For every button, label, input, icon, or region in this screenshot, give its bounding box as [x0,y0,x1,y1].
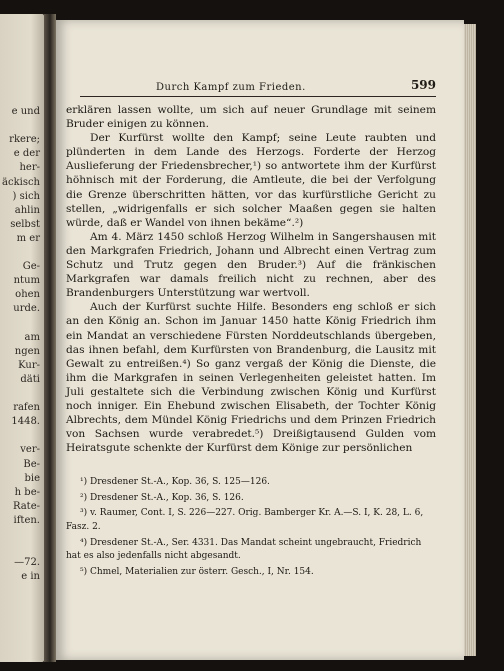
running-head-title: Durch Kampf zum Frieden. [156,82,306,93]
footnote: ¹) Dresdener St.-A., Kop. 36, S. 125—126. [80,477,270,487]
previous-page [0,14,44,662]
previous-page-fragment: ) sich [12,190,40,202]
paragraph: erklären lassen wollte, um sich auf neuer Grundlage mit seinem Bruder einigen zu können. [66,104,436,131]
previous-page-fragment: her- [19,162,40,174]
previous-page-fragment: ohen [15,289,40,301]
previous-page-fragment: rkere; [9,134,40,146]
previous-page-fragment: Kur- [18,359,40,371]
previous-page-fragment: bie [24,472,40,484]
paragraph: Auch der Kurfürst suchte Hilfe. Besonders eng schloß er sich an den König an. Schon im Januar 1450 hatte König Friedrich ihm ein Mandat an verschiedene Fürsten Norddeutschlands übergeben, das ihnen befahl, dem Kurfürsten von Brandenburg, die Lausitz mit Gewalt zu entreißen.⁴) So ganz vergaß der König die Dienste, die ihm die Markgrafen in seinen Verlegenheiten geleistet hatten. Im Juli gestaltete sich die Verbindung zwischen König und Kurfürst noch inniger. Ein Ehebund zwischen Elisabeth, der Tochter König Albrechts, dem Mündel König Friedrichs und dem Prinzen Friedrich von Sachsen wurde verabredet.⁵) Dreißigtausend Gulden vom Heiratsgute schenkte der Kurfürst dem Könige zur persönlichen [66,301,436,455]
previous-page-fragment: h be- [14,486,40,498]
previous-page-fragment: ver- [20,444,40,456]
page-edges [464,24,476,656]
previous-page-fragment: urde. [13,303,40,315]
footnote: ³) v. Raumer, Cont. I, S. 226—227. Orig. Bamberger Kr. A.—S. I, K. 28, L. 6, Fasz. 2. [66,508,424,532]
previous-page-fragment: —72. [14,557,40,569]
paragraph: Der Kurfürst wollte den Kampf; seine Leute raubten und plünderten in dem Lande des Herzogs. Forderte der Herzog Auslieferung der Friedensbrecher,¹) so antwortete ihm der Kurfürst höhnisch mit der Forderung, die Amtleute, die bei der Verfolgung die Grenze überschritten hätten, vor das kurfürstliche Gericht zu stellen, „widrigenfalls er sich solcher Maaßen gegen sie halten würde, daß er Wandel von ihnen bekäme“.²) [66,132,436,229]
page-number: 599 [410,78,436,92]
previous-page-fragment: Rate- [12,500,40,512]
previous-page-fragment: Be- [23,458,40,470]
previous-page-fragment: selbst [10,218,40,230]
footnote: ²) Dresdener St.-A., Kop. 36, S. 126. [80,492,244,503]
previous-page-fragment: e in [21,571,40,583]
previous-page-fragment: iften. [13,514,40,526]
previous-page-fragment: ahlin [14,204,40,216]
previous-page-fragment: däti [20,373,40,385]
previous-page-fragment: m er [16,232,40,244]
footnote: ⁵) Chmel, Materialien zur österr. Gesch., I, Nr. 154. [80,566,314,577]
previous-page-fragment: Ge- [22,261,40,273]
paragraph: Am 4. März 1450 schloß Herzog Wilhelm in Sangershausen mit den Markgrafen Friedrich, Johann und Albrecht einen Vertrag zum Schutz und Trutz gegen den Bruder.³) Auf die fränkischen Markgrafen war damals freilich nicht zu rechnen, aber des Brandenburgers Unterstützung war wertvoll. [66,230,436,300]
previous-page-fragment: am [24,331,40,343]
footnote: ⁴) Dresdener St.-A., Ser. 4331. Das Mandat scheint ungebraucht, Friedrich hat es also jedenfalls nicht abgesandt. [66,537,422,562]
body-text [66,103,436,455]
previous-page-fragment: e und [11,106,40,117]
previous-page-fragment: ngen [14,345,40,357]
previous-page-fragment: ntum [13,275,40,287]
previous-page-fragment: e der [13,148,40,160]
previous-page-fragment: rafen [13,402,40,414]
book-gutter [44,14,56,662]
running-head [80,80,436,97]
previous-page-fragment: äckisch [2,176,40,188]
previous-page-fragment: 1448. [11,416,40,428]
footnotes [66,476,436,581]
